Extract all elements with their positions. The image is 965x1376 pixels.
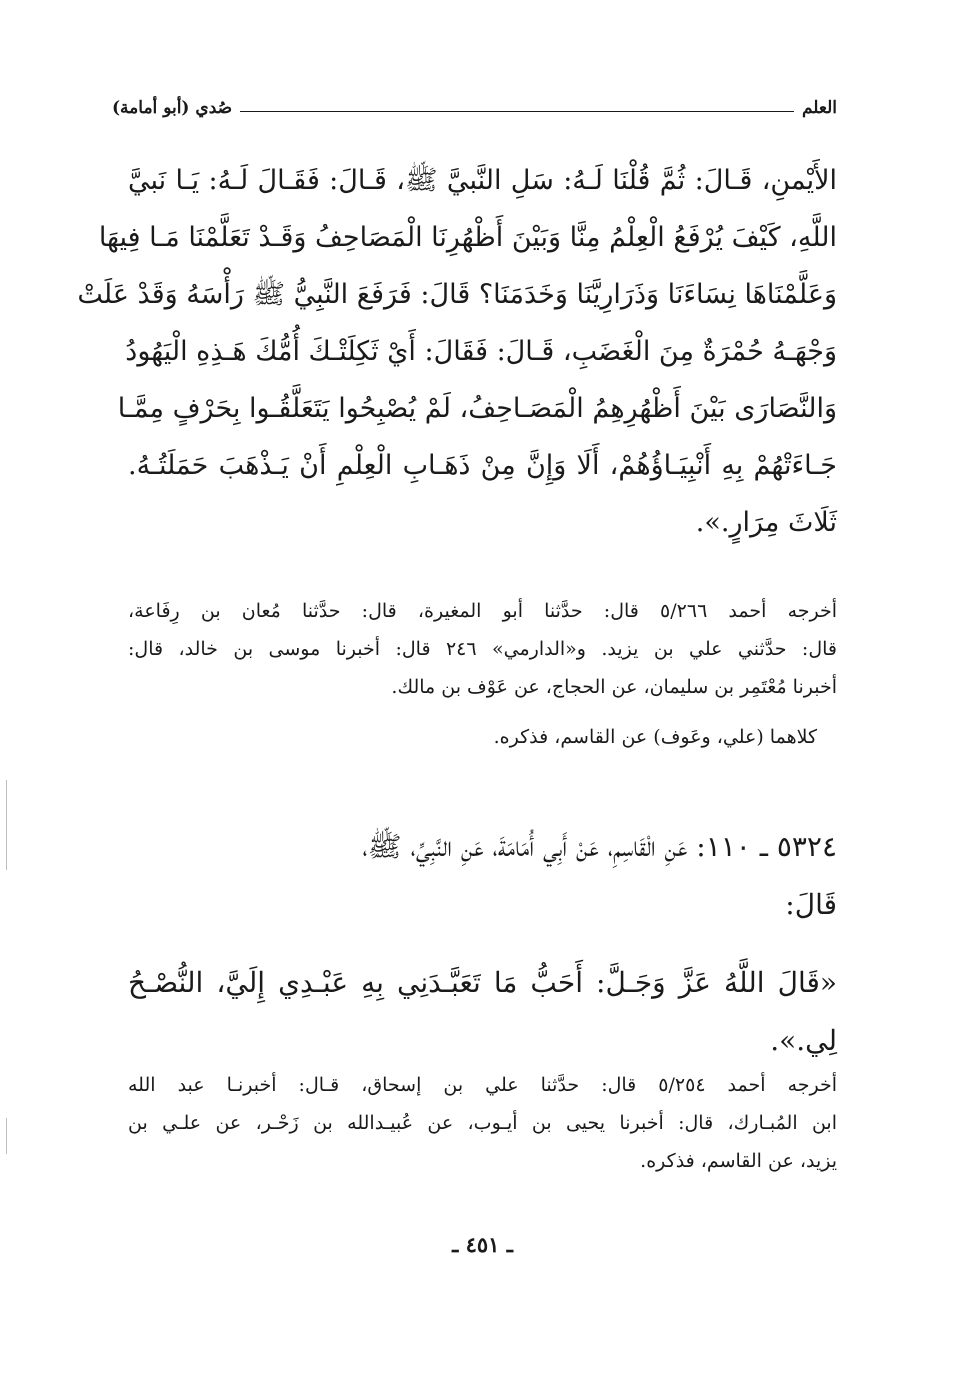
- text-line: اللَّهِ، كَيْفَ يُرْفَعُ الْعِلْمُ مِنَّا وَبَيْنَ أَظْهُرِنَا الْمَصَاحِفُ وَقَـدْ تَعَلَّمْنَا مَـا فِيهَا: [98, 222, 837, 253]
- note-line: أخرجه أحمد ٥/٢٦٦ قال: حدَّثنا أبو المغيرة، قال: حدَّثنا مُعان بن رِفَاعة،: [128, 600, 838, 622]
- note-line: أخرجه أحمد ٥/٢٥٤ قال: حدَّثنا علي بن إسحاق، قـال: أخبرنـا عبد الله: [128, 1074, 838, 1096]
- text-line: جَـاءَتْهُمْ بِهِ أَنْبِيَـاؤُهُمْ، أَلَا وَإِنَّ مِنْ ذَهَـابِ الْعِلْمِ أَنْ يَـذْهَبَ حَمَلَتُـهُ.: [128, 450, 837, 481]
- note-line: ابن المُبـارك، قال: أخبرنا يحيى بن أيـوب، عن عُبيـدالله بن زَحْـر، عن علـي بن: [128, 1112, 837, 1134]
- running-header: [112, 88, 837, 118]
- scan-margin-line-top: [6, 780, 7, 870]
- text-line: وَجْهَـهُ حُمْرَةٌ مِنَ الْغَضَبِ، قَـالَ: فَقَالَ: أَيْ ثَكِلَتْـكَ أُمُّكَ هَـذِهِ الْيَهُودُ: [125, 336, 837, 367]
- note-line: قال: حدَّثني علي بن يزيد. و«الدارمي» ٢٤٦ قال: أخبرنا موسى بن خالد، قال:: [128, 638, 837, 660]
- hadith-continued-text: [77, 152, 837, 551]
- header-rule: [240, 111, 794, 112]
- text-line: وَعَلَّمْنَاهَا نِسَاءَنَا وَذَرَارِيَّنَا وَخَدَمَنَا؟ قَالَ: فَرَفَعَ النَّبِيُّ ﷺ رَأْسَهُ وَقَدْ عَلَتْ: [77, 279, 837, 310]
- hadith-qala: قَالَ:: [785, 888, 837, 921]
- page-number: ـ ٤٥١ ـ: [452, 1232, 513, 1257]
- hadith-5324: [128, 818, 837, 1070]
- note-summary: كلاهما (علي، وعَوف) عن القاسم، فذكره.: [493, 726, 817, 748]
- note-line: يزيد، عن القاسم، فذكره.: [640, 1150, 837, 1172]
- takhrij-note-1: [128, 592, 837, 756]
- hadith-matn: «قَالَ اللَّهُ عَزَّ وَجَـلَّ: أَحَبُّ مَا تَعَبَّـدَنِي بِهِ عَبْـدِي إِلَيَّ، النُّصْـحُ: [128, 966, 837, 999]
- text-line: وَالنَّصَارَى بَيْنَ أَظْهُرِهِمُ الْمَصَـاحِفُ، لَمْ يُصْبِحُوا يَتَعَلَّقُـوا بِحَرْفٍ مِمَّـا: [117, 393, 837, 424]
- scan-margin-line-bottom: [6, 1118, 7, 1154]
- hadith-isnad: ٥٣٢٤ ـ ١١٠: عَنِ الْقَاسِمِ، عَنْ أَبِي أُمَامَةَ، عَنِ النَّبِيِّ، ﷺ،: [362, 830, 837, 863]
- takhrij-note-2: [128, 1066, 837, 1180]
- note-line: أخبرنا مُعْتَمِر بن سليمان، عن الحجاج، عن عَوْف بن مالك.: [391, 676, 837, 698]
- hadith-matn-end: لِي.».: [770, 1024, 837, 1057]
- header-chapter: العلم: [801, 98, 837, 118]
- text-line: ثَلَاثَ مِرَارٍ.».: [695, 507, 837, 538]
- text-line: الأَيْمنِ، قَـالَ: ثُمَّ قُلْنَا لَـهُ: سَلِ النَّبيَّ ﷺ، قَـالَ: فَقَـالَ لَـهُ: يَـا نَبيَّ: [128, 165, 837, 196]
- header-section: صُدي (أبو أمامة): [112, 98, 233, 118]
